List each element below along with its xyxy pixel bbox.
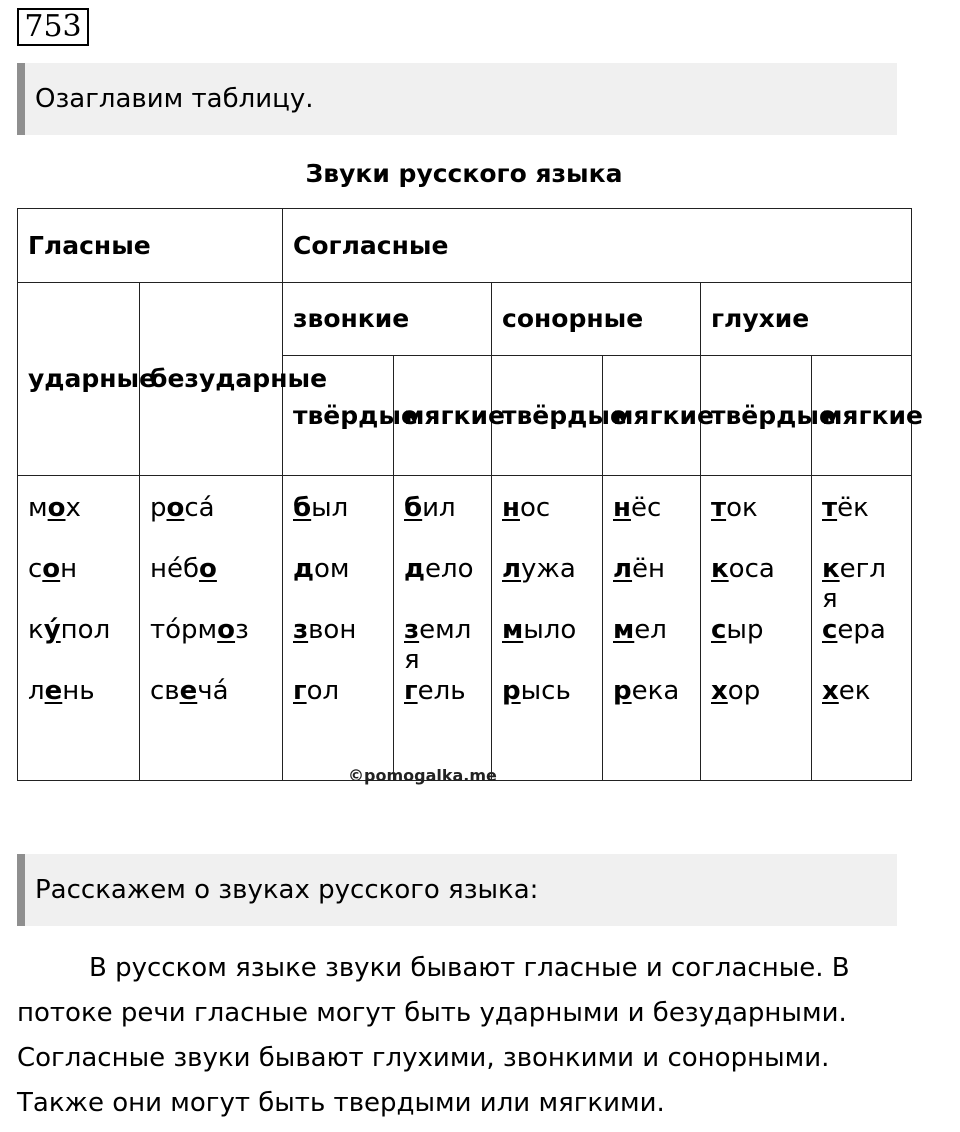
word-part: ок (726, 493, 758, 523)
word-part: нéб (150, 554, 200, 584)
explanation-paragraph (17, 946, 911, 1126)
word-part: л (28, 676, 45, 706)
word-part: ён (632, 554, 666, 584)
word (28, 615, 129, 676)
word-part: ера (837, 615, 886, 645)
word-part: чá (197, 676, 229, 706)
highlighted-letter: о (42, 554, 61, 584)
voiced-header: звонкие (283, 283, 492, 356)
voiced-soft-header: мягкие (394, 356, 492, 476)
words-row (18, 476, 912, 781)
word-part: х (65, 493, 81, 523)
voiceless-hard-header: твёрдые (701, 356, 812, 476)
paragraph-line: В русском языке звуки бывают гласные и согласные. В (89, 953, 850, 983)
words-cell-voiced-hard (283, 476, 394, 781)
word (404, 493, 481, 554)
voiceless-header: глухие (701, 283, 912, 356)
word-part: ом (314, 554, 350, 584)
voiceless-soft-header: мягкие (812, 356, 912, 476)
word (711, 493, 801, 554)
word-part: н (60, 554, 78, 584)
word (293, 493, 383, 554)
word-part: м (28, 493, 48, 523)
word (404, 554, 481, 615)
word-part: оса (728, 554, 775, 584)
word (150, 554, 272, 615)
task-number: 753 (17, 8, 89, 46)
highlighted-letter: б (404, 493, 423, 523)
word-part: ор (727, 676, 761, 706)
word-part: пол (60, 615, 111, 645)
highlighted-letter: е (44, 676, 63, 706)
word-part: ел (634, 615, 667, 645)
word-part: ысь (520, 676, 571, 706)
word-part: ос (519, 493, 551, 523)
word (293, 554, 383, 615)
word (711, 554, 801, 615)
sonorant-soft-header: мягкие (603, 356, 701, 476)
word (404, 676, 481, 737)
words-cell-voiced-soft (394, 476, 492, 781)
sonorant-header: сонорные (492, 283, 701, 356)
word-part: ек (838, 676, 871, 706)
highlighted-letter: р (502, 676, 521, 706)
highlighted-letter: г (293, 676, 307, 706)
word (711, 676, 801, 737)
word-part: ил (422, 493, 456, 523)
word (293, 615, 383, 676)
word (293, 676, 383, 737)
word-part: ыл (311, 493, 349, 523)
word (150, 676, 272, 737)
word (502, 676, 592, 737)
highlighted-letter: б (293, 493, 312, 523)
words-cell-voiceless-hard (701, 476, 812, 781)
word-part: ель (417, 676, 466, 706)
explanation-banner: Расскажем о звуках русского языка: (17, 854, 897, 926)
word-part: ёк (837, 493, 869, 523)
word (613, 676, 690, 737)
words-cell-sonorant-soft (603, 476, 701, 781)
word-part: ыр (726, 615, 764, 645)
highlighted-letter: д (293, 554, 314, 584)
highlighted-letter: к (711, 554, 729, 584)
highlighted-letter: о (199, 554, 217, 584)
word (822, 493, 901, 554)
word (822, 554, 901, 615)
word (822, 676, 901, 737)
word (613, 554, 690, 615)
word-part: с (28, 554, 43, 584)
word-part: з (235, 615, 249, 645)
highlighted-letter: н (613, 493, 631, 523)
word (404, 615, 481, 676)
paragraph-line: Также они могут быть твердыми или мягкими. (17, 1088, 665, 1118)
sonorant-hard-header: твёрдые (492, 356, 603, 476)
word (613, 615, 690, 676)
word-part: нь (62, 676, 95, 706)
word-part: cá (184, 493, 215, 523)
instruction-banner: Озаглавим таблицу. (17, 63, 897, 135)
highlighted-letter: л (613, 554, 633, 584)
word-part: ёс (630, 493, 662, 523)
word (28, 493, 129, 554)
word (822, 615, 901, 676)
word-part: емля (404, 615, 472, 675)
highlighted-letter: ý (43, 615, 61, 645)
consonants-header: Согласные (283, 209, 912, 283)
unstressed-header: безударные (140, 283, 283, 476)
word (150, 615, 272, 676)
highlighted-letter: с (822, 615, 838, 645)
word-part: вон (308, 615, 357, 645)
stressed-header: ударные (18, 283, 140, 476)
word-part: ека (631, 676, 680, 706)
word-part: св (150, 676, 180, 706)
word-part: егля (822, 554, 886, 614)
highlighted-letter: н (502, 493, 520, 523)
highlighted-letter: х (711, 676, 728, 706)
highlighted-letter: з (293, 615, 309, 645)
vowels-header: Гласные (18, 209, 283, 283)
words-cell-voiceless-soft (812, 476, 912, 781)
table-title: Звуки русского языка (305, 159, 623, 188)
watermark: ©pomogalka.me (348, 766, 497, 785)
word-part: тóрм (150, 615, 218, 645)
word-part: ол (306, 676, 340, 706)
words-cell-sonorant-hard (492, 476, 603, 781)
highlighted-letter: т (711, 493, 727, 523)
word (150, 493, 272, 554)
highlighted-letter: л (502, 554, 522, 584)
highlighted-letter: т (822, 493, 838, 523)
highlighted-letter: м (502, 615, 524, 645)
highlighted-letter: д (404, 554, 425, 584)
word (711, 615, 801, 676)
highlighted-letter: с (711, 615, 727, 645)
highlighted-letter: о (217, 615, 236, 645)
word (28, 676, 129, 737)
highlighted-letter: г (404, 676, 418, 706)
word-part: ело (425, 554, 474, 584)
highlighted-letter: р (613, 676, 632, 706)
sounds-table (17, 208, 923, 781)
word (502, 615, 592, 676)
word (502, 554, 592, 615)
word (28, 554, 129, 615)
highlighted-letter: м (613, 615, 635, 645)
word-part: ыло (523, 615, 577, 645)
voiced-hard-header: твёрдые (283, 356, 394, 476)
highlighted-letter: о (166, 493, 185, 523)
word-part: ужа (521, 554, 576, 584)
words-cell-unstressed (140, 476, 283, 781)
highlighted-letter: е (179, 676, 198, 706)
word-part: к (28, 615, 44, 645)
paragraph-line: Согласные звуки бывают глухими, звонкими и сонорными. (17, 1043, 830, 1073)
highlighted-letter: з (404, 615, 420, 645)
word (613, 493, 690, 554)
word (502, 493, 592, 554)
word-part: р (150, 493, 167, 523)
highlighted-letter: х (822, 676, 839, 706)
paragraph-line: потоке речи гласные могут быть ударными и безударными. (17, 998, 847, 1028)
highlighted-letter: к (822, 554, 840, 584)
words-cell-stressed (18, 476, 140, 781)
highlighted-letter: о (47, 493, 66, 523)
